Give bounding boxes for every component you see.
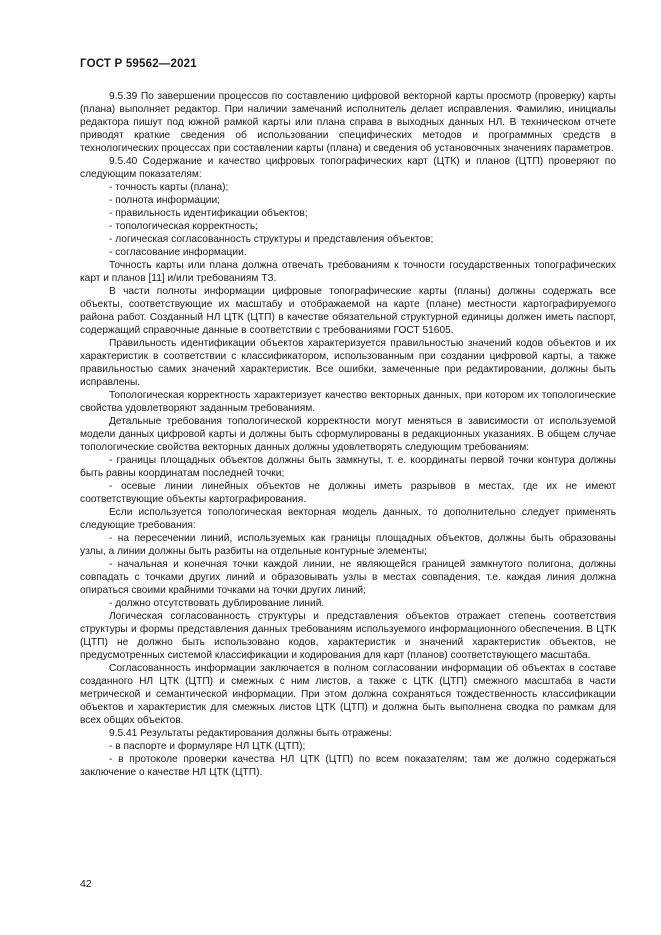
paragraph-9-5-40: 9.5.40 Содержание и качество цифровых топографических карт (ЦТК) и планов (ЦТП) проверяют по следующим показателям: xyxy=(80,156,616,180)
list-item: - полнота информации; xyxy=(109,195,220,206)
list-item: - согласование информации. xyxy=(109,247,247,258)
list-item: - в протоколе проверки качества НЛ ЦТК (ЦТП) по всем показателям; там же должно содержаться заключение о качестве НЛ ЦТК (ЦТП). xyxy=(80,754,616,778)
list-item: - начальная и конечная точки каждой линии, не являющейся границей замкнутого полигона, должны совпадать с точками других линий и образовывать узлы в местах совпадения, т.е. каждая линия должна опираться своими крайними точками на точки других линий; xyxy=(80,559,616,596)
paragraph: Согласованность информации заключается в полном согласовании информации об объектах в составе созданного НЛ ЦТК (ЦТП) и смежных с ним листов, а также с ЦТК (ЦТП) смежного масштаба в части метрической и семантической информации. При этом должна сохраняться тождественность классификации объектов и характеристик для смежных листов ЦТК (ЦТП) и должна быть выполнена сводка по рамкам для всех общих объектов. xyxy=(80,663,616,726)
list-item: - осевые линии линейных объектов не должны иметь разрывов в местах, где их не имеют соответствующие объекты картографирования. xyxy=(80,481,616,505)
page-number: 42 xyxy=(80,878,92,890)
list-item: - на пересечении линий, используемых как границы площадных объектов, должны быть образованы узлы, а линии должны быть разбиты на отдельные контурные элементы; xyxy=(80,533,616,557)
paragraph: В части полноты информации цифровые топографические карты (планы) должны содержать все объекты, соответствующие их масштабу и отображаемой на карте (плане) местности картографируемого района работ. Созданный НЛ ЦТК (ЦТП) в качестве обязательной структурной единицы должен иметь паспорт, содержащий справочные данные в соответствии с требованиями ГОСТ 51605. xyxy=(80,286,616,336)
document-header: ГОСТ Р 59562—2021 xyxy=(80,58,197,70)
paragraph-9-5-39: 9.5.39 По завершении процессов по составлению цифровой векторной карты просмотр (проверку) карты (плана) выполняет редактор. При наличии замечаний исполнитель делает исправления. Фамилию, инициалы редактора пишут под южной рамкой карты или плана справа в выходных данных НЛ. В техническом отчете приводят краткие сведения об использовании специфических методов и программных средств в технологических процессах при составлении карты (плана) и сведения об установочных значениях параметров. xyxy=(80,91,616,154)
list-item: - логическая согласованность структуры и представления объектов; xyxy=(109,234,434,245)
paragraph: Логическая согласованность структуры и представления объектов отражает степень соответствия структуры и формы представления данных требованиям используемого информационного обеспечения. В ЦТК (ЦТП) не должно быть использовано кодов, характеристик и значений характеристик объектов, не предусмотренных системой классификации и кодирования для карт (планов) соответствующего масштаба. xyxy=(80,611,616,661)
paragraph: Если используется топологическая векторная модель данных, то дополнительно следует применять следующие требования: xyxy=(80,507,616,531)
list-item: - топологическая корректность; xyxy=(109,221,258,232)
paragraph-9-5-41: 9.5.41 Результаты редактирования должны быть отражены: xyxy=(109,728,392,739)
paragraph: Точность карты или плана должна отвечать требованиям к точности государственных топографических карт и планов [11] и/или требованиям ТЗ. xyxy=(80,260,616,284)
list-item: - в паспорте и формуляре НЛ ЦТК (ЦТП); xyxy=(109,741,306,752)
paragraph: Детальные требования топологической корректности могут меняться в зависимости от используемой модели данных цифровой карты и должны быть сформулированы в редакционных указаниях. В общем случае топологические свойства векторных данных должны удовлетворять следующим требованиям: xyxy=(80,416,616,453)
document-body xyxy=(80,90,616,779)
paragraph: Топологическая корректность характеризует качество векторных данных, при котором их топологические свойства удовлетворяют заданным требованиям. xyxy=(80,390,616,414)
paragraph: Правильность идентификации объектов характеризуется правильностью значений кодов объектов и их характеристик в соответствии с классификатором, использованным при создании цифровой карты, а также правильностью самих значений характеристик. Все ошибки, замеченные при редактировании, должны быть исправлены. xyxy=(80,338,616,388)
list-item: - правильность идентификации объектов; xyxy=(109,208,308,219)
list-item: - границы площадных объектов должны быть замкнуты, т. е. координаты первой точки контура должны быть равны координатам последней точки; xyxy=(80,455,616,479)
list-item: - точность карты (плана); xyxy=(109,182,229,193)
list-item: - должно отсутствовать дублирование линий. xyxy=(109,598,325,609)
